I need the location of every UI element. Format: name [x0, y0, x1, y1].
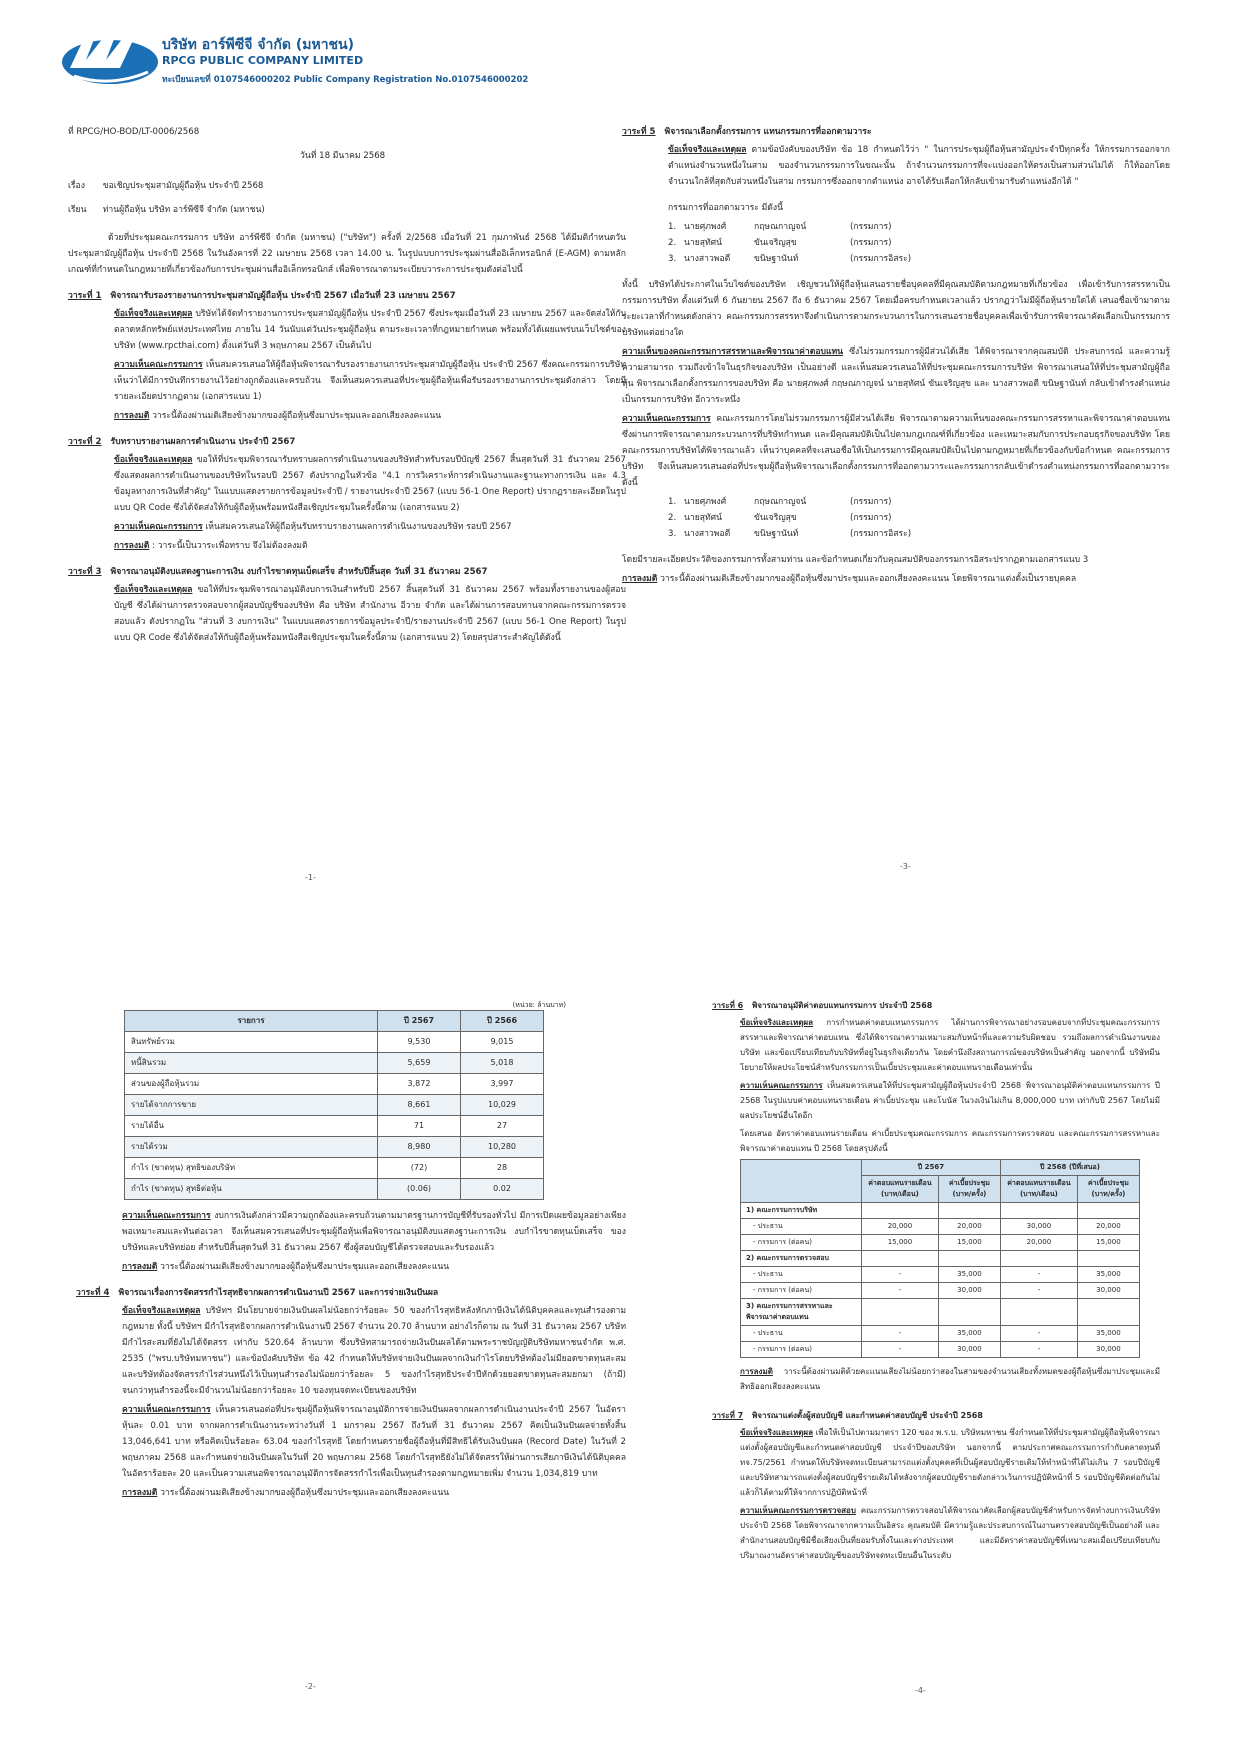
director-first: นางสาวพอตี	[684, 529, 731, 539]
board-opinion	[622, 411, 1170, 491]
table-cell: 28	[461, 1158, 544, 1179]
facts-text: เพื่อให้เป็นไปตามมาตรา 120 ของ พ.ร.บ. บริษัทมหาชน ซึ่งกำหนดให้ที่ประชุมสามัญผู้ถือหุ้นพิจารณาแต่งตั้งผู้สอบบัญชีและกำหนดค่าสอบบัญชี ประจำปีของบริษัท นอกจากนี้ ตามประกาศคณะกรรมการกำกับตลาดทุนที่ ทจ.75/2561 กำหนดให้บริษัทจดทะเบียนสามารถแต่งตั้งบุคคลที่เป็นผู้สอบบัญชีรายเดิมให้ทำหน้าที่ได้ไม่เกิน 7 รอบปีบัญชี และบริษัทสามารถแต่งตั้งผู้สอบบัญชีรายเดิมได้หลังจากผู้สอบบัญชีรายดังกล่าวเว้นการปฏิบัติหน้าที่ 5 รอบปีบัญชีติดต่อกันไม่แล้วก็ได้ตามที่ให้จากการปฏิบัติหน้าที่	[740, 1428, 1161, 1497]
page-1	[68, 124, 626, 649]
table-cell: 0.02	[461, 1179, 544, 1200]
opinion-text: เห็นควรเสนอต่อที่ประชุมผู้ถือหุ้นพิจารณาอนุมัติการจ่ายเงินปันผลจากผลการดำเนินงานประจำปี 2567 ในอัตราหุ้นละ 0.01 บาท จากผลการดำเนินงานระหว่างวันที่ 1 มกราคม 2567 ถึงวันที่ 31 ธันวาคม 2567 คิดเป็นเงินปันผลจ่ายทั้งสิ้น 13,046,641 บาท หรือคิดเป็นร้อยละ 63.04 ของกำไรสุทธิ โดยกำหนดรายชื่อผู้ถือหุ้นที่มีสิทธิได้รับเงินปันผล (Record Date) ในวันที่ 2 พฤษภาคม 2568 และกำหนดจ่ายเงินปันผลในวันที่ 20 พฤษภาคม 2568 โดยกำไรสุทธิยังไม่ได้จัดสรรให้ผ่านการเสียภาษีเงินได้นิติบุคคลในอัตราร้อยละ 20 และเป็นความเสนอพิจารณาอนุมัติการจัดสรรกำไรเพื่อเป็นทุนสำรองตามกฎหมายเพิ่ม จำนวน 1,034,819 บาท	[122, 1405, 626, 1479]
table-header-cell: ปี 2566	[461, 1011, 544, 1032]
director-no: 1.	[668, 497, 677, 507]
agenda-6-opinion	[712, 1078, 1160, 1123]
table-cell	[862, 1299, 939, 1326]
vote-text: วาระนี้ต้องผ่านมติด้วยคะแนนเสียงไม่น้อยกว่าสองในสามของจำนวนเสียงทั้งหมดของผู้ถือหุ้นซึ่งมาประชุมและมีสิทธิออกเสียงลงคะแนน	[740, 1367, 1160, 1391]
vote-text: : วาระนี้เป็นวาระเพื่อทราบ จึงไม่ต้องลงมติ	[152, 541, 308, 551]
page-number-1: -1-	[305, 873, 316, 882]
vote-label: การลงมติ	[114, 541, 150, 551]
director-item	[668, 510, 1170, 526]
opinion-label: ความเห็นคณะกรรมการ	[122, 1405, 211, 1415]
vote-label: การลงมติ	[114, 411, 150, 421]
table-cell: (72)	[378, 1158, 461, 1179]
director-item	[668, 235, 1170, 251]
agenda-7-heading	[712, 1408, 1160, 1423]
row-label: - กรรมการ (ต่อคน)	[741, 1342, 862, 1358]
group-title: 2) คณะกรรมการตรวจสอบ	[741, 1251, 862, 1267]
group-title: 3) คณะกรรมการสรรหาและพิจารณาค่าตอบแทน	[741, 1299, 862, 1326]
table-cell	[938, 1203, 1000, 1219]
table-cell	[1077, 1299, 1139, 1326]
table-row	[125, 1179, 544, 1200]
vote-label: การลงมติ	[122, 1488, 158, 1498]
agenda-7-opinion	[712, 1503, 1160, 1563]
retiring-directors-intro: กรรมการที่ออกตามวาระ มีดังนี้	[668, 203, 783, 213]
director-role: (กรรมการ)	[850, 222, 892, 232]
nomination-committee-opinion	[622, 344, 1170, 408]
table-header-cell: ค่าเบี้ยประชุม (บาท/ครั้ง)	[1077, 1176, 1139, 1203]
table-row	[741, 1235, 1140, 1251]
table-row	[125, 1137, 544, 1158]
table-cell: 30,000	[1077, 1283, 1139, 1299]
opinion-label: ความเห็นคณะกรรมการ	[122, 1211, 211, 1221]
table-cell: 8,980	[378, 1137, 461, 1158]
table-cell: -	[862, 1342, 939, 1358]
table-row	[125, 1116, 544, 1137]
agenda-1-title: พิจารณารับรองรายงานการประชุมสามัญผู้ถือหุ้น ประจำปี 2567 เมื่อวันที่ 23 เมษายน 2567	[110, 291, 456, 301]
letter-date: วันที่ 18 มีนาคม 2568	[300, 151, 386, 161]
facts-text: การกำหนดค่าตอบแทนกรรมการ ได้ผ่านการพิจารณาอย่างรอบคอบจากที่ประชุมคณะกรรมการสรรหาและพิจารณาค่าตอบแทน ซึ่งได้พิจารณาความเหมาะสมกับหน้าที่และความรับผิดชอบ รวมถึงผลการดำเนินงานของบริษัท และข้อเปรียบเทียบกับบริษัทที่อยู่ในธุรกิจเดียวกัน โดยคำนึงถึงสถานการณ์ของบริษัทเป็นสำคัญ นอกจากนี้ บริษัทมีนโยบายให้ผลประโยชน์สำหรับกรรมการเป็นเบี้ยประชุมและค่าตอบแทนรายเดือนเท่านั้น	[740, 1018, 1161, 1072]
table-group-row	[741, 1251, 1140, 1267]
table-cell: กำไร (ขาดทุน) สุทธิของบริษัท	[125, 1158, 378, 1179]
table-header-cell: ค่าเบี้ยประชุม (บาท/ครั้ง)	[938, 1176, 1000, 1203]
director-item	[668, 526, 1170, 542]
vote-text: วาระนี้ต้องผ่านมติเสียงข้างมากของผู้ถือหุ้นซึ่งมาประชุมและออกเสียงลงคะแนน	[160, 1262, 450, 1272]
row-label: - กรรมการ (ต่อคน)	[741, 1283, 862, 1299]
table-header-cell: ค่าตอบแทนรายเดือน (บาท/เดือน)	[862, 1176, 939, 1203]
company-name-en: RPCG PUBLIC COMPANY LIMITED	[162, 54, 364, 67]
agenda-3-opinion	[76, 1208, 626, 1256]
agenda-7-label: วาระที่ 7	[712, 1411, 744, 1420]
table-header-cell: ปี 2567	[378, 1011, 461, 1032]
facts-label: ข้อเท็จจริงและเหตุผล	[740, 1428, 814, 1437]
page-number-3: -3-	[900, 862, 911, 871]
director-role: (กรรมการ)	[850, 497, 892, 507]
table-cell	[1077, 1203, 1139, 1219]
page-number-4: -4-	[915, 1686, 926, 1695]
opinion-text: คณะกรรมการตรวจสอบได้พิจารณาคัดเลือกผู้สอบบัญชีสำหรับการจัดทำงบการเงินบริษัทประจำปี 2568 โดยพิจารณาจากความเป็นอิสระ คุณสมบัติ มีความรู้และประสบการณ์ในงานตรวจสอบบัญชีเป็นอย่างดี และสำนักงานสอบบัญชีมีชื่อเสียงเป็นที่ยอมรับทั้งในและต่างประเทศ และมีอัตราค่าสอบบัญชีที่เหมาะสมเมื่อเปรียบเทียบกับปริมาณงานอัตราค่าสอบบัญชีของบริษัทจดทะเบียนอื่นในระดับ	[740, 1506, 1160, 1560]
table-header-cell: ค่าตอบแทนรายเดือน (บาท/เดือน)	[1000, 1176, 1077, 1203]
agenda-1-opinion	[68, 357, 626, 405]
table-cell: รายได้รวม	[125, 1137, 378, 1158]
table-cell: 30,000	[938, 1283, 1000, 1299]
table-cell	[862, 1251, 939, 1267]
rpcg-logo-graphic	[60, 20, 160, 90]
table-cell: หนี้สินรวม	[125, 1053, 378, 1074]
table-cell: 9,530	[378, 1032, 461, 1053]
director-role: (กรรมการ)	[850, 238, 892, 248]
attachment-note: โดยมีรายละเอียดประวัติของกรรมการทั้งสามท่าน และข้อกำหนดเกี่ยวกับคุณสมบัติของกรรมการอิสระปรากฏตามเอกสารแนบ 3	[622, 555, 1089, 565]
opinion-text: งบการเงินดังกล่าวมีความถูกต้องและครบถ้วนตามมาตรฐานการบัญชีที่รับรองทั่วไป มีการเปิดเผยข้อมูลอย่างเพียงพอเหมาะสมและทันต่อเวลา จึงเห็นสมควรเสนอที่ประชุมผู้ถือหุ้นเพื่อพิจารณาอนุมัติงบแสดงฐานะการเงิน งบกำไรขาดทุนเบ็ดเสร็จ ของบริษัทและบริษัทย่อย สำหรับปีสิ้นสุดวันที่ 31 ธันวาคม 2567 ซึ่งผู้สอบบัญชีได้ตรวจสอบและรับรองแล้ว	[122, 1211, 626, 1253]
director-role: (กรรมการอิสระ)	[850, 254, 912, 264]
table-cell: 35,000	[1077, 1267, 1139, 1283]
table-row	[125, 1158, 544, 1179]
facts-label: ข้อเท็จจริงและเหตุผล	[114, 455, 193, 465]
facts-text: ขอให้ที่ประชุมพิจารณาอนุมัติงบการเงินสำหรับปี 2567 สิ้นสุดวันที่ 31 ธันวาคม 2567 พร้อมทั้งรายงานของผู้สอบบัญชี ซึ่งได้ผ่านการตรวจสอบจากผู้สอบบัญชีของบริษัท คือ บริษัท สำนักงาน อีวาย จำกัด และได้ผ่านการสอบทานจากคณะกรรมการตรวจสอบแล้ว ดังปรากฏใน "ส่วนที่ 3 งบการเงิน" ในแบบแสดงรายการข้อมูลประจำปี/รายงานประจำปี 2567 (แบบ 56-1 One Report) ในรูปแบบ QR Code ซึ่งได้จัดส่งให้กับผู้ถือหุ้นพร้อมหนังสือเชิญประชุมในครั้งนี้ตาม (เอกสารแนบ 2) โดยสรุปสาระสำคัญได้ดังนี้	[114, 585, 626, 643]
table-cell: 35,000	[1077, 1326, 1139, 1342]
table-cell: -	[862, 1267, 939, 1283]
table-cell: 10,029	[461, 1095, 544, 1116]
agenda-3-facts	[68, 582, 626, 646]
director-last: ขนิษฐานันท์	[754, 529, 799, 539]
subject-label: เรื่อง	[68, 181, 85, 191]
table-cell: -	[1000, 1342, 1077, 1358]
page-number-2: -2-	[305, 1682, 316, 1691]
row-label: - ประธาน	[741, 1267, 862, 1283]
table-cell	[1000, 1203, 1077, 1219]
agenda-6-title: พิจารณาอนุมัติค่าตอบแทนกรรมการ ประจำปี 2568	[752, 1001, 933, 1010]
table-cell	[1000, 1251, 1077, 1267]
table-cell: สินทรัพย์รวม	[125, 1032, 378, 1053]
agenda-6-facts	[712, 1015, 1160, 1075]
header-year-2568: ปี 2568 (ปีที่เสนอ)	[1000, 1160, 1139, 1176]
agenda-2-heading	[68, 434, 626, 450]
table-cell: 10,280	[461, 1137, 544, 1158]
page-3	[622, 124, 1170, 590]
table-cell: 30,000	[1000, 1219, 1077, 1235]
vote-label: การลงมติ	[122, 1262, 158, 1272]
opinion-text: เห็นสมควรเสนอให้ที่ประชุมสามัญผู้ถือหุ้นประจำปี 2568 พิจารณาอนุมัติค่าตอบแทนกรรมการ ปี 2568 ในรูปแบบค่าตอบแทนรายเดือน ค่าเบี้ยประชุม และโบนัส ในวงเงินไม่เกิน 8,000,000 บาท เท่ากับปี 2567 โดยไม่มีผลประโยชน์อื่นใดอีก	[740, 1081, 1160, 1120]
table-row	[741, 1342, 1140, 1358]
table-cell: 30,000	[938, 1342, 1000, 1358]
table-cell: 15,000	[938, 1235, 1000, 1251]
director-last: ขนิษฐานันท์	[754, 254, 799, 264]
table-cell: 27	[461, 1116, 544, 1137]
opinion-text: ซึ่งไม่รวมกรรมการผู้มีส่วนได้เสีย ได้พิจารณาจากคุณสมบัติ ประสบการณ์ และความรู้ความสามารถ รวมถึงเข้าใจในธุรกิจของบริษัท เป็นอย่างดี และเห็นสมควรเสนอให้ที่ประชุมคณะกรรมการบริษัท พิจารณาเสนอให้ที่ประชุมสามัญผู้ถือหุ้น พิจารณาเลือกตั้งกรรมการของบริษัท คือ นายศุภพงศ์ กฤษณกาญจน์ นายสุทัศน์ ขันเจริญสุข และ นางสาวพอตี ขนิษฐานันท์ กลับเข้าดำรงตำแหน่งเป็นกรรมการบริษัท อีกวาระหนึ่ง	[622, 347, 1171, 405]
director-no: 1.	[668, 222, 677, 232]
director-first: นายสุทัศน์	[684, 238, 722, 248]
director-last: กฤษณกาญจน์	[754, 497, 807, 507]
recipient-text: ท่านผู้ถือหุ้น บริษัท อาร์พีซีจี จำกัด (มหาชน)	[102, 205, 265, 215]
table-cell: 71	[378, 1116, 461, 1137]
agenda-5-vote	[622, 571, 1170, 587]
row-label: - ประธาน	[741, 1219, 862, 1235]
agenda-7-title: พิจารณาแต่งตั้งผู้สอบบัญชี และกำหนดค่าสอบบัญชี ประจำปี 2568	[752, 1411, 983, 1420]
agenda-3-title: พิจารณาอนุมัติงบแสดงฐานะการเงิน งบกำไรขาดทุนเบ็ดเสร็จ สำหรับปีสิ้นสุด วันที่ 31 ธันวาคม 2567	[110, 567, 488, 577]
agenda-2-title: รับทราบรายงานผลการดำเนินงาน ประจำปี 2567	[110, 437, 296, 447]
agenda-1-facts	[68, 306, 626, 354]
opinion-label: ความเห็นคณะกรรมการ	[114, 522, 203, 532]
director-role: (กรรมการอิสระ)	[850, 529, 912, 539]
remuneration-table	[740, 1159, 1140, 1358]
agenda-6-heading	[712, 998, 1160, 1013]
director-first: นางสาวพอตี	[684, 254, 731, 264]
recipient-label: เรียน	[68, 205, 87, 215]
table-row	[741, 1267, 1140, 1283]
table-row	[125, 1074, 544, 1095]
agenda-3-label: วาระที่ 3	[68, 567, 102, 577]
opinion-label: ความเห็นคณะกรรมการ	[114, 360, 203, 370]
table-header-row	[741, 1160, 1140, 1176]
director-last: ขันเจริญสุข	[754, 513, 797, 523]
agenda-2-vote	[68, 538, 626, 554]
table-cell: 8,661	[378, 1095, 461, 1116]
facts-text: ตามข้อบังคับของบริษัท ข้อ 18 กำหนดไว้ว่า " ในการประชุมผู้ถือหุ้นสามัญประจำปีทุกครั้ง ให้กรรมการออกจากตำแหน่งจำนวนหนึ่งในสาม ของจำนวนกรรมการในขณะนั้น ถ้าจำนวนกรรมการที่จะแบ่งออกให้ตรงเป็นสามส่วนไม่ได้ ก็ให้ออกโดยจำนวนใกล้ที่สุดกับส่วนหนึ่งในสาม กรรมการซึ่งออกจากตำแหน่ง อาจได้รับเลือกให้กลับเข้ามารับตำแหน่งอีกได้ "	[668, 145, 1171, 187]
agenda-6-detail: โดยเสนอ อัตราค่าตอบแทนรายเดือน ค่าเบี้ยประชุมคณะกรรมการ คณะกรรมการตรวจสอบ และคณะกรรมการสรรหาและพิจารณาค่าตอบแทน ปี 2568 โดยสรุปดังนี้	[740, 1129, 1160, 1153]
agenda-5-facts	[622, 142, 1170, 190]
table-cell: 5,659	[378, 1053, 461, 1074]
opinion-label: ความเห็นคณะกรรมการตรวจสอบ	[740, 1506, 856, 1515]
table-cell: ส่วนของผู้ถือหุ้นรวม	[125, 1074, 378, 1095]
agenda-5-title: พิจารณาเลือกตั้งกรรมการ แทนกรรมการที่ออกตามวาระ	[664, 127, 872, 137]
table-cell: 20,000	[862, 1219, 939, 1235]
director-item	[668, 219, 1170, 235]
director-no: 2.	[668, 513, 677, 523]
table-cell: -	[862, 1283, 939, 1299]
director-item	[668, 494, 1170, 510]
vote-text: วาระนี้ต้องผ่านมติเสียงข้างมากของผู้ถือหุ้นซึ่งมาประชุมและออกเสียงลงคะแนน โดยพิจารณาแต่งตั้งเป็นรายบุคคล	[660, 574, 1077, 584]
table-cell: 35,000	[938, 1267, 1000, 1283]
director-last: ขันเจริญสุข	[754, 238, 797, 248]
recipient-line	[68, 202, 626, 218]
agenda-1-label: วาระที่ 1	[68, 291, 102, 301]
page-4	[712, 998, 1160, 1566]
table-cell: (0.06)	[378, 1179, 461, 1200]
table-cell: รายได้อื่น	[125, 1116, 378, 1137]
header-year-2567: ปี 2567	[862, 1160, 1001, 1176]
agenda-7-facts	[712, 1425, 1160, 1500]
agenda-6-label: วาระที่ 6	[712, 1001, 744, 1010]
table-cell: 9,015	[461, 1032, 544, 1053]
facts-label: ข้อเท็จจริงและเหตุผล	[668, 145, 747, 155]
agenda-4-label: วาระที่ 4	[76, 1288, 110, 1298]
page-2	[76, 1000, 626, 1504]
header-blank	[741, 1160, 862, 1203]
agenda-4-opinion	[76, 1402, 626, 1482]
table-cell: -	[1000, 1326, 1077, 1342]
director-last: กฤษณกาญจน์	[754, 222, 807, 232]
opinion-text: เห็นสมควรเสนอให้ผู้ถือหุ้นพิจารณารับรองรายงานการประชุมสามัญผู้ถือหุ้น ประจำปี 2567 ซึ่งคณะกรรมการบริษัท เห็นว่าได้มีการบันทึกรายงานไว้อย่างถูกต้องและครบถ้วน จึงเห็นสมควรเสนอที่ประชุมผู้ถือหุ้นเพื่อรับรองรายงานการประชุมดังกล่าว โดยมีรายละเอียดปรากฏตาม (เอกสารแนบ 1)	[114, 360, 627, 402]
agenda-5-label: วาระที่ 5	[622, 127, 656, 137]
table-cell	[1077, 1251, 1139, 1267]
agenda-2-label: วาระที่ 2	[68, 437, 102, 447]
table-row	[125, 1032, 544, 1053]
table-cell	[938, 1251, 1000, 1267]
table-cell: 3,997	[461, 1074, 544, 1095]
facts-label: ข้อเท็จจริงและเหตุผล	[114, 585, 193, 595]
unit-note: (หน่วย: ล้านบาท)	[512, 1001, 566, 1009]
intro-paragraph: ด้วยที่ประชุมคณะกรรมการ บริษัท อาร์พีซีจี จำกัด (มหาชน) ("บริษัท") ครั้งที่ 2/2568 เมื่อวันที่ 21 กุมภาพันธ์ 2568 ได้มีมติกำหนดวันประชุมสามัญผู้ถือหุ้น ประจำปี 2568 ในวันอังคารที่ 22 เมษายน 2568 เวลา 14.00 น. ในรูปแบบการประชุมผ่านสื่ออิเล็กทรอนิกส์ (E-AGM) ตามหลักเกณฑ์ที่กำหนดในกฎหมายที่เกี่ยวข้องกับการประชุมผ่านสื่ออิเล็กทรอนิกส์ เพื่อพิจารณาตามระเบียบวาระการประชุมดังต่อไปนี้	[68, 233, 626, 275]
agenda-1-heading	[68, 288, 626, 304]
table-cell: 15,000	[862, 1235, 939, 1251]
row-label: - ประธาน	[741, 1326, 862, 1342]
director-no: 3.	[668, 254, 677, 264]
agenda-4-facts	[76, 1303, 626, 1399]
vote-text: วาระนี้ต้องผ่านมติเสียงข้างมากของผู้ถือหุ้นซึ่งมาประชุมและออกเสียงลงคะแนน	[152, 411, 442, 421]
director-first: นายศุภพงศ์	[684, 222, 727, 232]
agenda-5-heading	[622, 124, 1170, 140]
table-group-row	[741, 1299, 1140, 1326]
table-row	[125, 1053, 544, 1074]
director-no: 2.	[668, 238, 677, 248]
row-label: - กรรมการ (ต่อคน)	[741, 1235, 862, 1251]
table-cell: 20,000	[938, 1219, 1000, 1235]
table-cell	[862, 1203, 939, 1219]
vote-label: การลงมติ	[622, 574, 658, 584]
company-logo	[60, 20, 160, 90]
agenda-3-heading	[68, 564, 626, 580]
agenda-4-vote	[76, 1485, 626, 1501]
director-first: นายสุทัศน์	[684, 513, 722, 523]
table-cell: -	[1000, 1267, 1077, 1283]
facts-text: บริษัทฯ มีนโยบายจ่ายเงินปันผลไม่น้อยกว่าร้อยละ 50 ของกำไรสุทธิหลังหักภาษีเงินได้นิติบุคคลและทุนสำรองตามกฎหมาย ทั้งนี้ บริษัทฯ มีกำไรสุทธิจากผลการดำเนินงานปี 2567 จำนวน 20.70 ล้านบาท อย่างไรก็ตาม ณ วันที่ 31 ธันวาคม 2567 บริษัทมีกำไรสะสมที่ยังไม่ได้จัดสรร เท่ากับ 520.64 ล้านบาท ซึ่งบริษัทสามารถจ่ายเงินปันผลได้ตามพระราชบัญญัติบริษัทมหาชนจำกัด พ.ศ. 2535 ("พรบ.บริษัทมหาชน") และข้อบังคับบริษัท ข้อ 42 กำหนดให้บริษัทจ่ายเงินปันผลจากเงินกำไรโดยบริษัทต้องไม่มียอดขาดทุนสะสม และบริษัทต้องจัดสรรกำไรส่วนหนึ่งไว้เป็นทุนสำรองไม่น้อยกว่าร้อยละ 5 ของกำไรสุทธิประจำปีหักด้วยยอดขาดทุนสะสมยกมา (ถ้ามี) จนกว่าทุนสำรองนี้จะมีจำนวนไม่น้อยกว่าร้อยละ 10 ของทุนจดทะเบียนของบริษัท	[122, 1306, 627, 1396]
opinion-label: ความเห็นคณะกรรมการ	[740, 1081, 823, 1090]
table-cell	[1000, 1299, 1077, 1326]
opinion-text: คณะกรรมการโดยไม่รวมกรรมการผู้มีส่วนได้เสีย พิจารณาตามความเห็นของคณะกรรมการสรรหาและพิจารณาค่าตอบแทน ซึ่งผ่านการพิจารณาตามกระบวนการที่บริษัทกำหนด และมีคุณสมบัติเป็นไปตามกฎเกณฑ์ที่เกี่ยวข้อง และเหมาะสมกับการประกอบธุรกิจของบริษัท โดยคณะกรรมการบริษัทได้พิจารณาแล้ว เห็นว่าบุคคลที่จะเสนอชื่อให้เป็นกรรมการมีคุณสมบัติเป็นไปตามกฎหมายที่เกี่ยวข้องกับข้อกำหนด คณะกรรมการบริษัท จึงเห็นสมควรเสนอต่อที่ประชุมผู้ถือหุ้นพิจารณาเลือกตั้งกรรมการที่ออกตามวาระและกรรมการกลับเข้าดำรงตำแหน่งกรรมการที่ออกตามวาระ ดังนี้	[622, 414, 1170, 488]
facts-label: ข้อเท็จจริงและเหตุผล	[740, 1018, 814, 1027]
registration-line: ทะเบียนเลขที่ 0107546000202 Public Company Registration No.0107546000202	[162, 75, 529, 85]
table-cell: รายได้จากการขาย	[125, 1095, 378, 1116]
agenda-2-facts	[68, 452, 626, 516]
group-title: 1) คณะกรรมการบริษัท	[741, 1203, 862, 1219]
table-cell: 20,000	[1077, 1219, 1139, 1235]
nominated-directors-list	[622, 494, 1170, 542]
vote-label: การลงมติ	[740, 1367, 773, 1376]
table-cell: 30,000	[1077, 1342, 1139, 1358]
retiring-directors-list	[622, 219, 1170, 267]
subject-text: ขอเชิญประชุมสามัญผู้ถือหุ้น ประจำปี 2568	[102, 181, 264, 191]
director-role: (กรรมการ)	[850, 513, 892, 523]
table-cell: -	[1000, 1283, 1077, 1299]
facts-label: ข้อเท็จจริงและเหตุผล	[122, 1306, 201, 1316]
company-name-th: บริษัท อาร์พีซีจี จำกัด (มหาชน)	[162, 37, 355, 53]
table-cell: กำไร (ขาดทุน) สุทธิต่อหุ้น	[125, 1179, 378, 1200]
agenda-1-vote	[68, 408, 626, 424]
agenda-4-title: พิจารณาเรื่องการจัดสรรกำไรสุทธิจากผลการดำเนินงานปี 2567 และการจ่ายเงินปันผล	[118, 1288, 439, 1298]
agenda-3-vote	[76, 1259, 626, 1275]
facts-text: บริษัทได้จัดทำรายงานการประชุมสามัญผู้ถือหุ้น ประจำปี 2567 ซึ่งประชุมเมื่อวันที่ 23 เมษายน 2567 และจัดส่งให้กับตลาดหลักทรัพย์แห่งประเทศไทย ภายใน 14 วันนับแต่วันประชุมผู้ถือหุ้น ตามระยะเวลาที่กฎหมายกำหนด พร้อมทั้งได้เผยแพร่บนเว็บไซต์ของบริษัท (www.rpcthai.com) ตั้งแต่วันที่ 3 พฤษภาคม 2567 เป็นต้นไป	[114, 309, 626, 351]
agenda-4-heading	[76, 1285, 626, 1301]
facts-text: ขอให้ที่ประชุมพิจารณารับทราบผลการดำเนินงานของบริษัทสำหรับรอบปีบัญชี 2567 สิ้นสุดวันที่ 31 ธันวาคม 2567 ซึ่งแสดงผลการดำเนินงานของบริษัทในรอบปี 2567 ดังปรากฏในหัวข้อ "4.1 การวิเคราะห์การดำเนินงานและฐานะทางการเงิน และ 4.3 ข้อมูลทางการเงินที่สำคัญ" ในแบบแสดงรายการข้อมูลประจำปี / รายงานประจำปี 2567 (แบบ 56-1 One Report) ปรากฏรายละเอียดในรูปแบบ QR Code ซึ่งได้จัดส่งให้กับผู้ถือหุ้นพร้อมหนังสือเชิญประชุมในครั้งนี้ตาม (เอกสารแนบ 2)	[114, 455, 626, 513]
subject-line	[68, 178, 626, 194]
table-row	[741, 1283, 1140, 1299]
table-cell: 3,872	[378, 1074, 461, 1095]
letter-reference: ที่ RPCG/HO-BOD/LT-0006/2568	[68, 127, 200, 137]
table-cell: -	[862, 1326, 939, 1342]
table-cell: 5,018	[461, 1053, 544, 1074]
table-header-cell: รายการ	[125, 1011, 378, 1032]
opinion-label: ความเห็นของคณะกรรมการสรรหาและพิจารณาค่าตอบแทน	[622, 347, 844, 357]
table-header-row	[125, 1011, 544, 1032]
director-item	[668, 251, 1170, 267]
table-row	[741, 1326, 1140, 1342]
opinion-label: ความเห็นคณะกรรมการ	[622, 414, 711, 424]
vote-text: วาระนี้ต้องผ่านมติเสียงข้างมากของผู้ถือหุ้นซึ่งมาประชุมและออกเสียงลงคะแนน	[160, 1488, 450, 1498]
table-row	[125, 1095, 544, 1116]
table-cell: 20,000	[1000, 1235, 1077, 1251]
table-cell: 15,000	[1077, 1235, 1139, 1251]
nomination-paragraph: ทั้งนี้ บริษัทได้ประกาศในเว็บไซต์ของบริษัท เชิญชวนให้ผู้ถือหุ้นเสนอรายชื่อบุคคลที่มีคุณสมบัติตามกฎหมายที่เกี่ยวข้อง เพื่อเข้ารับการสรรหาเป็นกรรมการบริษัท ตั้งแต่วันที่ 6 กันยายน 2567 ถึง 6 ธันวาคม 2567 โดยเมื่อครบกำหนดเวลาแล้ว ปรากฏว่าไม่มีผู้ถือหุ้นรายใดได้ เสนอชื่อเข้ามาตามระยะเวลาที่กำหนดดังกล่าว คณะกรรมการสรรหาจึงดำเนินการตามกระบวนการในการเสนอรายชื่อบุคคลเพื่อเข้ารับการพิจารณาคัดเลือกเป็นกรรมการบริษัทแต่อย่างใด	[622, 280, 1170, 338]
agenda-2-opinion	[68, 519, 626, 535]
financial-summary-table	[124, 1010, 544, 1200]
director-no: 3.	[668, 529, 677, 539]
table-cell	[938, 1299, 1000, 1326]
table-row	[741, 1219, 1140, 1235]
table-cell: 35,000	[938, 1326, 1000, 1342]
table-group-row	[741, 1203, 1140, 1219]
director-first: นายศุภพงศ์	[684, 497, 727, 507]
facts-label: ข้อเท็จจริงและเหตุผล	[114, 309, 193, 319]
agenda-6-vote	[712, 1364, 1160, 1394]
opinion-text: เห็นสมควรเสนอให้ผู้ถือหุ้นรับทราบรายงานผลการดำเนินงานของบริษัท รอบปี 2567	[205, 522, 512, 532]
